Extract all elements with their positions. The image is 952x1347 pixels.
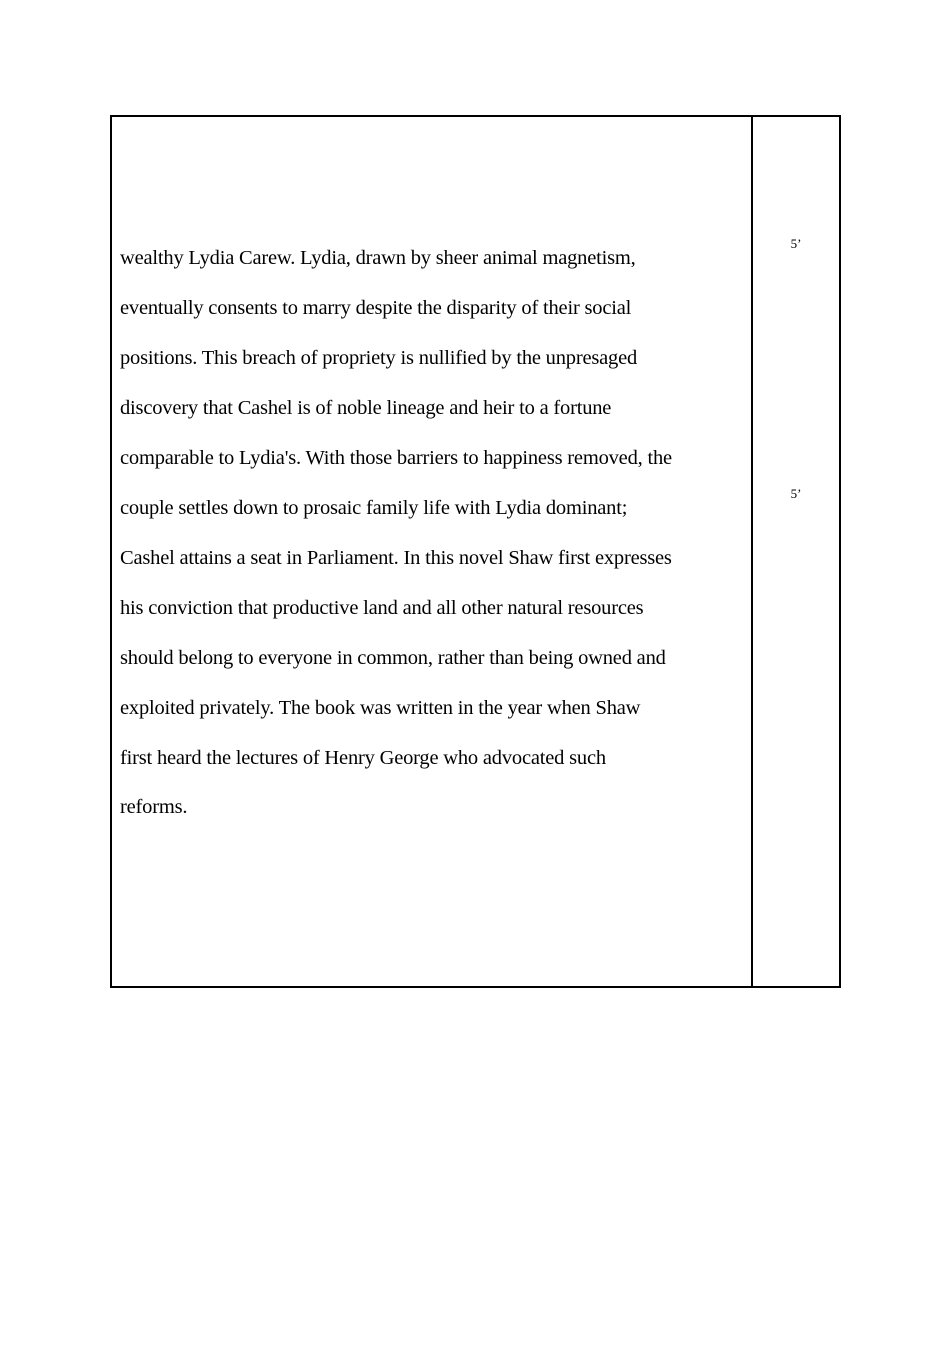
line-marker-1: 5’ [790, 236, 802, 251]
passage-line-12: reforms. [120, 796, 188, 818]
passage-line-10: exploited privately. The book was written in the year when Shaw [120, 697, 641, 719]
passage-line-6: couple settles down to prosaic family life with Lydia dominant; [120, 497, 628, 519]
passage-line-3: positions. This breach of propriety is nullified by the unpresaged [120, 347, 638, 369]
passage-text-cell [112, 117, 753, 986]
passage-line-2: eventually consents to marry despite the disparity of their social [120, 297, 632, 319]
passage-line-4: discovery that Cashel is of noble lineage and heir to a fortune [120, 397, 612, 419]
passage-line-7: Cashel attains a seat in Parliament. In this novel Shaw first expresses [120, 547, 672, 569]
line-marker-cell [753, 117, 839, 986]
line-marker-2: 5’ [790, 486, 802, 501]
passage-line-5: comparable to Lydia's. With those barriers to happiness removed, the [120, 447, 672, 469]
passage-table [110, 115, 841, 988]
passage-line-9: should belong to everyone in common, rather than being owned and [120, 647, 666, 669]
passage-line-8: his conviction that productive land and all other natural resources [120, 597, 644, 619]
passage-line-11: first heard the lectures of Henry George who advocated such [120, 747, 606, 769]
passage-line-1: wealthy Lydia Carew. Lydia, drawn by sheer animal magnetism, [120, 247, 636, 269]
